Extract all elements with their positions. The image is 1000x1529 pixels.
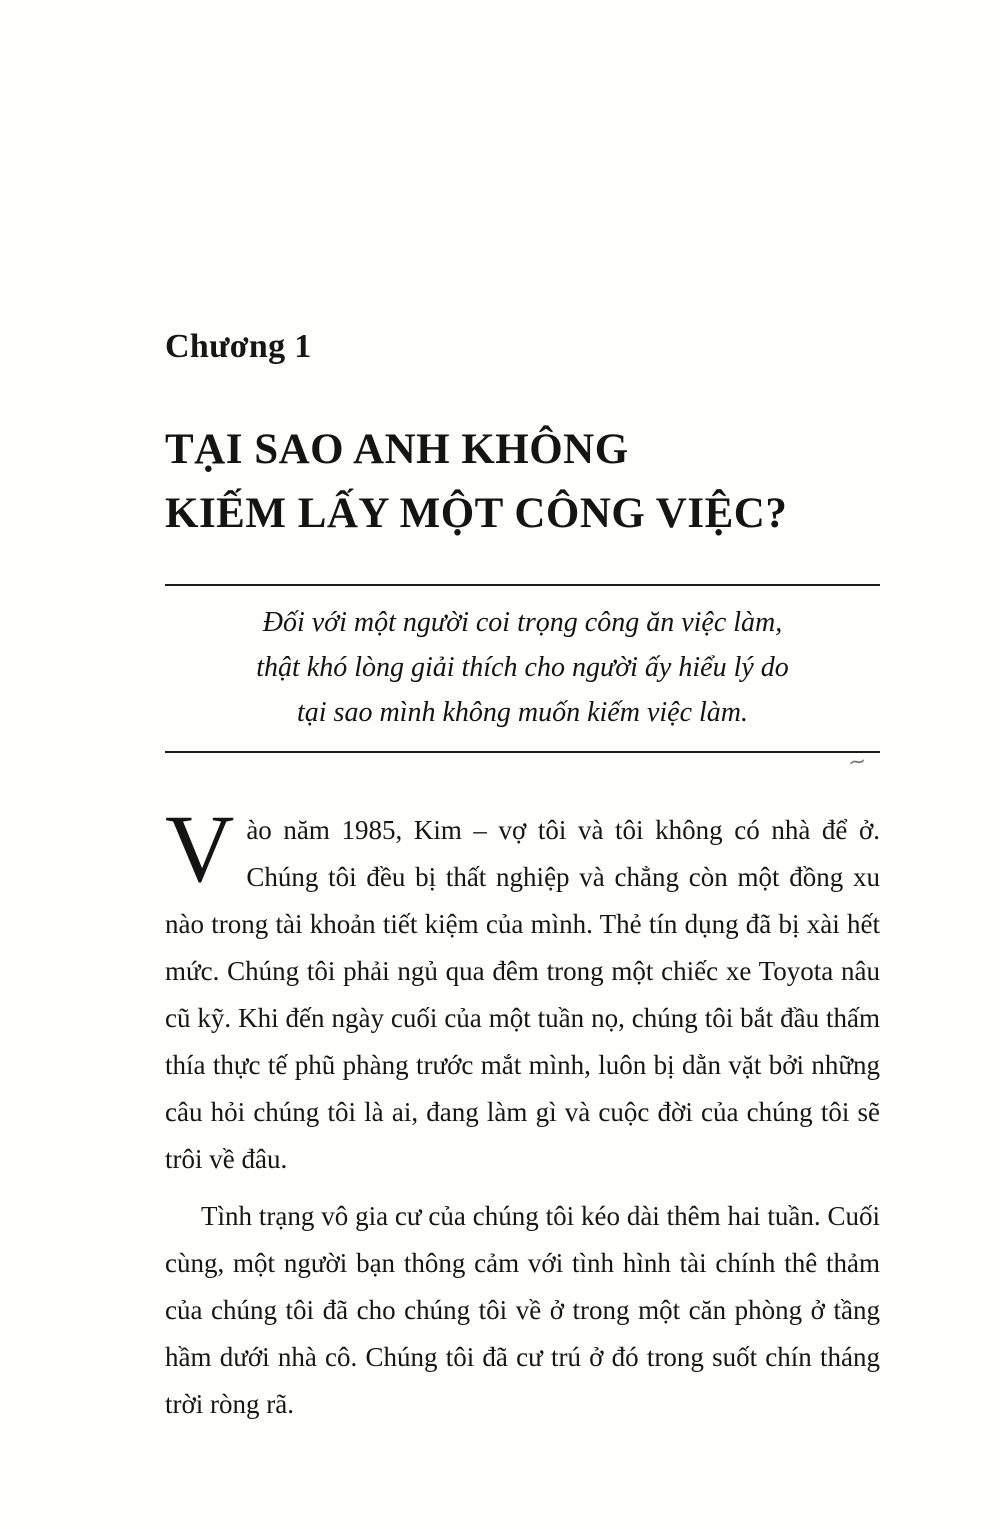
epigraph-line2: thật khó lòng giải thích cho người ấy hiểu lý do (256, 652, 789, 683)
page-content (165, 328, 880, 1428)
body-paragraph-1-text: ào năm 1985, Kim – vợ tôi và tôi không có nhà để ở. Chúng tôi đều bị thất nghiệp và chẳng còn một đồng xu nào trong tài khoản tiết kiệm của mình. Thẻ tín dụng đã bị xài hết mức. Chúng tôi phải ngủ qua đêm trong một chiếc xe Toyota nâu cũ kỹ. Khi đến ngày cuối của một tuần nọ, chúng tôi bắt đầu thấm thía thực tế phũ phàng trước mắt mình, luôn bị dằn vặt bởi những câu hỏi chúng tôi là ai, đang làm gì và cuộc đời của chúng tôi sẽ trôi về đâu. (165, 815, 880, 1174)
chapter-title-line1: TẠI SAO ANH KHÔNG (165, 426, 629, 473)
scan-artifact-squiggle: ~ (845, 749, 864, 776)
body-paragraph-1 (165, 795, 880, 1183)
chapter-title (165, 418, 880, 546)
body-paragraph-2: Tình trạng vô gia cư của chúng tôi kéo dài thêm hai tuần. Cuối cùng, một người bạn thông cảm với tình hình tài chính thê thảm của chúng tôi đã cho chúng tôi về ở trong một căn phòng ở tầng hầm dưới nhà cô. Chúng tôi đã cư trú ở đó trong suốt chín tháng trời ròng rã. (165, 1201, 880, 1419)
chapter-title-line2: KIẾM LẤY MỘT CÔNG VIỆC? (165, 490, 788, 537)
chapter-label: Chương 1 (165, 328, 312, 365)
epigraph-line1: Đối với một người coi trọng công ăn việc làm, (262, 607, 783, 638)
epigraph (165, 584, 880, 776)
epigraph-line3: tại sao mình không muốn kiếm việc làm. (296, 697, 749, 728)
dropcap-letter: V (165, 795, 235, 902)
